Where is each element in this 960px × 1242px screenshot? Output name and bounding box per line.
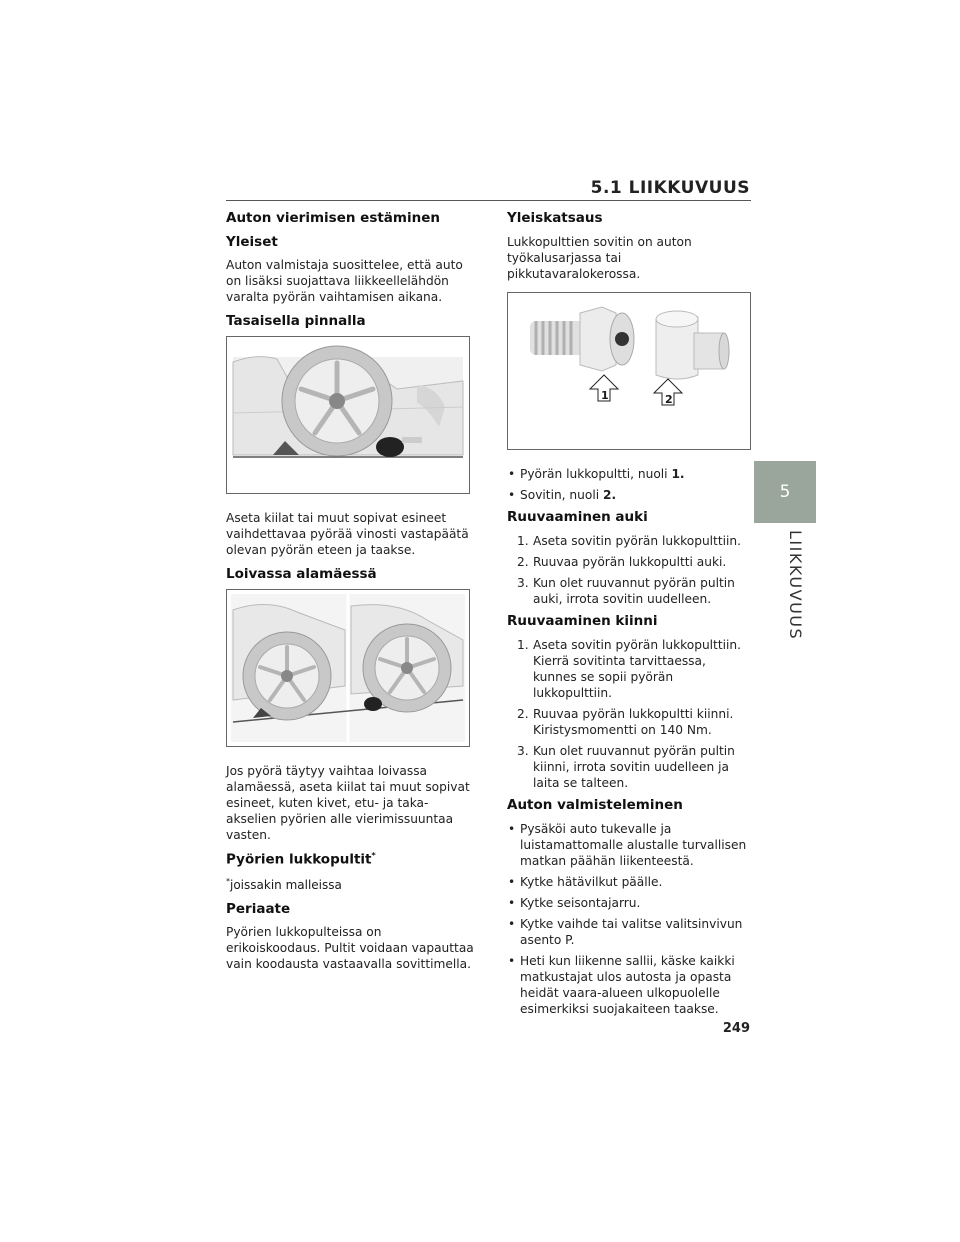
screw-steps [517,637,753,791]
section-header-title: 5.1 LIIKKUVUUS [590,178,750,198]
prep-list [507,821,753,1017]
overview-text: Lukkopulttien sovitin on auton työkalusarjassa tai pikkutavaralokerossa. [507,234,692,281]
slope-heading: Loivassa alamäessä [226,565,377,582]
figure-label-1: 1 [601,388,609,402]
general-heading: Yleiset [226,233,278,250]
section-title: Auton vierimisen estäminen [226,210,440,226]
chapter-number: 5 [779,482,791,502]
flat-wheel-illustration [227,337,469,493]
list-item: 2. Ruuvaa pyörän lukkopultti kiinni. Kiristysmomentti on 140 Nm. [517,706,734,737]
screw-heading: Ruuvaaminen kiinni [507,612,658,629]
list-item: 1. Aseta sovitin pyörän lukkopulttiin. Kierrä sovitinta tarvittaessa, kunnes se sopii pyörän lukkopulttiin. [517,637,741,700]
prep-heading: Auton valmisteleminen [507,796,683,813]
slope-text: Jos pyörä täytyy vaihtaa loivassa alamäessä, aseta kiilat tai muut sopivat esineet, kuten kivet, etu- ja taka-akselien pyörien alle vierimissuuntaa vasten. [226,763,470,842]
general-text: Auton valmistaja suosittelee, että auto on lisäksi suojattava liikkeellelähdön varalta pyörän vaihtamisen aikana. [226,257,463,304]
lockbolt-drawing [530,307,634,371]
flat-surface-heading: Tasaisella pinnalla [226,312,366,329]
adapter-drawing [656,311,729,379]
list-item: 3. Kun olet ruuvannut pyörän pultin auki, irrota sovitin uudelleen. [517,575,735,606]
legend-item: • Sovitin, nuoli 2. [507,487,753,503]
lockbolt-figure [507,292,751,450]
figure-label-2: 2 [665,392,673,406]
unscrew-heading: Ruuvaaminen auki [507,508,648,525]
header-divider [226,200,751,201]
list-item: • Pysäköi auto tukevalle ja luistamattomalle alustalle turvallisen matkan päähän liikenteestä. [507,821,753,869]
chapter-label: LIIKKUVUUS [786,530,805,641]
list-item: • Kytke seisontajarru. [507,895,753,911]
principle-text: Pyörien lukkopulteissa on erikoiskoodaus. Pultit voidaan vapauttaa vain koodausta vastaavalla sovittimella. [226,924,474,971]
lockbolt-adapter-illustration [508,293,750,449]
list-item: • Kytke vaihde tai valitse valitsinvivun asento P. [507,916,753,948]
unscrew-steps [517,533,753,607]
right-column [507,210,753,1023]
list-item: 3. Kun olet ruuvannut pyörän pultin kiinni, irrota sovitin uudelleen ja laita se talteen. [517,743,735,790]
flat-surface-text: Aseta kiilat tai muut sopivat esineet vaihdettavaa pyörää vinosti vastapäätä olevan pyörän eteen ja taakse. [226,510,469,557]
flat-surface-figure [226,336,470,494]
list-item: • Heti kun liikenne sallii, käske kaikki matkustajat ulos autosta ja opasta heidät vaara-alueen ulkopuolelle esimerkiksi suojakaiteen taakse. [507,953,753,1017]
slope-figure [226,589,470,747]
principle-heading: Periaate [226,900,291,917]
slope-wheels-illustration [227,590,469,746]
list-item: • Kytke hätävilkut päälle. [507,874,753,890]
list-item: 1. Aseta sovitin pyörän lukkopulttiin. [517,533,741,548]
page-number: 249 [722,1021,750,1036]
lockbolts-heading: Pyörien lukkopultit* [226,850,376,867]
legend-item: • Pyörän lukkopultti, nuoli 1. [507,466,753,482]
figure-legend [507,466,753,503]
chapter-tab[interactable] [754,461,816,523]
left-column [226,210,474,980]
overview-heading: Yleiskatsaus [507,210,603,226]
footnote: *joissakin malleissa [226,876,342,892]
list-item: 2. Ruuvaa pyörän lukkopultti auki. [517,554,727,569]
